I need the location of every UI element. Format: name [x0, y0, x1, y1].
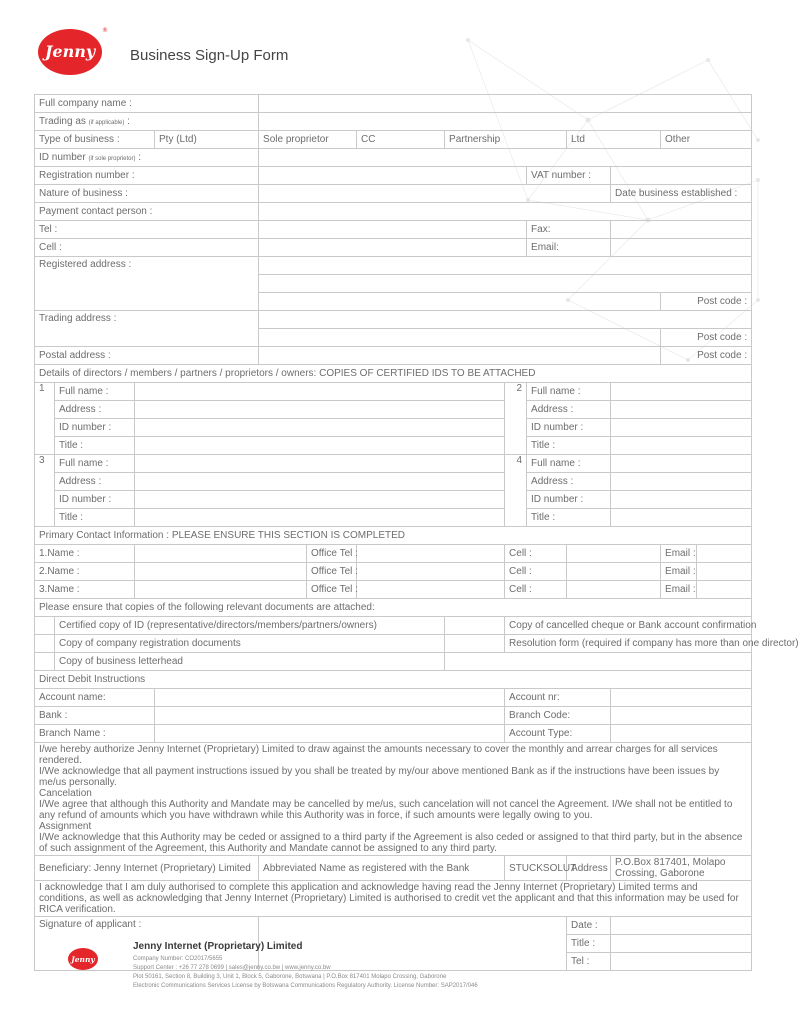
- footer-jenny-logo: [67, 947, 99, 971]
- cell-label: Cell :: [35, 239, 259, 257]
- cell-field[interactable]: [259, 239, 527, 257]
- beneficiary-address-label: Address: [567, 856, 611, 881]
- director-1-id-field[interactable]: [135, 419, 505, 437]
- contact-3-cell-label: Cell :: [505, 581, 567, 599]
- account-type-field[interactable]: [611, 725, 752, 743]
- bank-label: Bank :: [35, 707, 155, 725]
- doc-certified-id: Certified copy of ID (representative/directors/members/partners/owners): [55, 617, 445, 635]
- trading-as-field[interactable]: [259, 113, 752, 131]
- contact-3-office-tel-label: Office Tel :: [307, 581, 357, 599]
- doc-checkbox-5[interactable]: [35, 653, 55, 671]
- type-sole-proprietor-option[interactable]: Sole proprietor: [259, 131, 357, 149]
- type-cc-option[interactable]: CC: [357, 131, 445, 149]
- beneficiary-cell: Beneficiary: Jenny Internet (Proprietary) Limited: [35, 856, 259, 881]
- contact-1-name-label: 1.Name :: [35, 545, 135, 563]
- documents-heading: Please ensure that copies of the following relevant documents are attached:: [35, 599, 752, 617]
- director-3-title-label: Title :: [55, 509, 135, 527]
- trading-address-label: Trading address :: [35, 311, 259, 347]
- contact-2-name-label: 2.Name :: [35, 563, 135, 581]
- abbreviated-name-value: STUCKSOLUT: [505, 856, 567, 881]
- contact-2-office-tel-field[interactable]: [357, 563, 505, 581]
- trading-address-field-2[interactable]: [259, 329, 661, 347]
- director-3-full-name-field[interactable]: [135, 455, 505, 473]
- contact-1-email-label: Email :: [661, 545, 697, 563]
- registration-number-field[interactable]: [259, 167, 527, 185]
- contact-2-cell-field[interactable]: [567, 563, 661, 581]
- doc-checkbox-3[interactable]: [35, 635, 55, 653]
- director-2-address-label: Address :: [527, 401, 611, 419]
- director-2-address-field[interactable]: [611, 401, 752, 419]
- registered-address-field-1[interactable]: [259, 257, 752, 275]
- postal-address-label: Postal address :: [35, 347, 259, 365]
- director-2-full-name-label: Full name :: [527, 383, 611, 401]
- director-1-address-field[interactable]: [135, 401, 505, 419]
- contact-1-cell-label: Cell :: [505, 545, 567, 563]
- registration-number-label: Registration number :: [35, 167, 259, 185]
- trading-address-field-1[interactable]: [259, 311, 752, 329]
- director-number-1: 1: [35, 383, 55, 455]
- director-2-full-name-field[interactable]: [611, 383, 752, 401]
- doc-checkbox-1[interactable]: [35, 617, 55, 635]
- contact-2-email-label: Email :: [661, 563, 697, 581]
- director-1-title-label: Title :: [55, 437, 135, 455]
- director-4-id-field[interactable]: [611, 491, 752, 509]
- contact-3-email-field[interactable]: [697, 581, 752, 599]
- svg-text:®: ®: [102, 27, 108, 34]
- footer-company-number: Company Number: CO2017/5655: [133, 956, 223, 962]
- director-3-id-field[interactable]: [135, 491, 505, 509]
- id-number-label: ID number (if sole proprietor) :: [35, 149, 259, 167]
- director-4-title-label: Title :: [527, 509, 611, 527]
- signature-field[interactable]: [259, 917, 567, 971]
- nature-of-business-field[interactable]: [259, 185, 611, 203]
- terms-cancelation-heading: Cancelation: [39, 788, 92, 799]
- account-nr-field[interactable]: [611, 689, 752, 707]
- contact-3-name-label: 3.Name :: [35, 581, 135, 599]
- vat-number-label: VAT number :: [527, 167, 611, 185]
- contact-2-email-field[interactable]: [697, 563, 752, 581]
- branch-name-field[interactable]: [155, 725, 505, 743]
- primary-contact-heading: Primary Contact Information : PLEASE ENSURE THIS SECTION IS COMPLETED: [35, 527, 752, 545]
- contact-1-office-tel-label: Office Tel :: [307, 545, 357, 563]
- director-4-full-name-label: Full name :: [527, 455, 611, 473]
- tel-label: Tel :: [35, 221, 259, 239]
- contact-1-cell-field[interactable]: [567, 545, 661, 563]
- director-number-4: 4: [505, 455, 527, 527]
- contact-2-office-tel-label: Office Tel :: [307, 563, 357, 581]
- registered-address-label: Registered address :: [35, 257, 259, 311]
- contact-2-cell-label: Cell :: [505, 563, 567, 581]
- director-4-address-label: Address :: [527, 473, 611, 491]
- doc-resolution-form: Resolution form (required if company has more than one director): [505, 635, 752, 653]
- signature-title-field[interactable]: [611, 935, 752, 953]
- type-other-option[interactable]: Other: [661, 131, 752, 149]
- jenny-logo: [36, 24, 108, 76]
- account-name-label: Account name:: [35, 689, 155, 707]
- director-3-id-label: ID number :: [55, 491, 135, 509]
- contact-1-name-field[interactable]: [135, 545, 307, 563]
- terms-cancelation: I/We agree that although this Authority and Mandate may be cancelled by me/us, such cancelation will not cancel the Agreement. I/We shall not be entitled to any refund of amounts which you have withdrawn while this Authority was in force, if such amounts were legally owing to you.: [39, 799, 733, 821]
- email-label: Email:: [527, 239, 611, 257]
- footer-support: Support Center : +26 77 278 0699 | sales@jenny.co.bw | www.jenny.co.bw: [133, 965, 331, 971]
- account-nr-label: Account nr:: [505, 689, 611, 707]
- footer-company-name: Jenny Internet (Proprietary) Limited: [133, 941, 303, 952]
- fax-field[interactable]: [611, 221, 752, 239]
- terms-authorize: I/we hereby authorize Jenny Internet (Proprietary) Limited to draw against the amounts necessary to cover the monthly and arrear charges for all services rendered.: [39, 744, 718, 766]
- director-3-address-label: Address :: [55, 473, 135, 491]
- doc-company-registration: Copy of company registration documents: [55, 635, 445, 653]
- nature-of-business-label: Nature of business :: [35, 185, 259, 203]
- registered-address-field-3[interactable]: [259, 293, 661, 311]
- director-3-title-field[interactable]: [135, 509, 505, 527]
- payment-contact-field[interactable]: [259, 203, 752, 221]
- account-name-field[interactable]: [155, 689, 505, 707]
- contact-3-office-tel-field[interactable]: [357, 581, 505, 599]
- id-number-field[interactable]: [259, 149, 752, 167]
- acknowledgement-text: I acknowledge that I am duly authorised to complete this application and acknowledge having read the Jenny Internet (Proprietary) Limited terms and conditions, as well as acknowledging that Jenny Internet (Proprietary) Limited is authorised to credit vet the applicant and that this information may be used for RICA verification.: [35, 881, 752, 917]
- svg-text:Jenny: Jenny: [44, 42, 96, 61]
- director-4-title-field[interactable]: [611, 509, 752, 527]
- doc-business-letterhead: Copy of business letterhead: [55, 653, 445, 671]
- registered-post-code-label: Post code :: [661, 293, 752, 311]
- director-1-id-label: ID number :: [55, 419, 135, 437]
- page-title: Business Sign-Up Form: [130, 47, 289, 64]
- full-company-name-label: Full company name :: [35, 95, 259, 113]
- full-company-name-field[interactable]: [259, 95, 752, 113]
- contact-2-name-field[interactable]: [135, 563, 307, 581]
- footer-license: Electronic Communications Services License by Botswana Communications Regulatory Authority. License Number: SAP2017/046: [133, 983, 478, 989]
- doc-checkbox-4[interactable]: [445, 635, 505, 653]
- director-3-full-name-label: Full name :: [55, 455, 135, 473]
- trading-post-code-label: Post code :: [661, 329, 752, 347]
- business-sign-up-table: [34, 94, 799, 971]
- postal-post-code-label: Post code :: [661, 347, 752, 365]
- trading-as-label: Trading as (if applicable) :: [35, 113, 259, 131]
- contact-3-name-field[interactable]: [135, 581, 307, 599]
- terms-assignment-heading: Assignment: [39, 821, 92, 832]
- doc-checkbox-2[interactable]: [445, 617, 505, 635]
- account-type-label: Account Type:: [505, 725, 611, 743]
- email-field[interactable]: [611, 239, 752, 257]
- signature-date-label: Date :: [567, 917, 611, 935]
- signature-tel-label: Tel :: [567, 953, 611, 971]
- director-3-address-field[interactable]: [135, 473, 505, 491]
- tel-field[interactable]: [259, 221, 527, 239]
- fax-label: Fax:: [527, 221, 611, 239]
- signature-label: Signature of applicant :: [35, 917, 259, 971]
- director-1-full-name-label: Full name :: [55, 383, 135, 401]
- type-ltd-option[interactable]: Ltd: [567, 131, 661, 149]
- type-pty-ltd-option[interactable]: Pty (Ltd): [155, 131, 259, 149]
- branch-name-label: Branch Name :: [35, 725, 155, 743]
- footer-address: Plot 50161, Section 8, Building 3, Unit 1, Block 5, Gaborone, Botswana | P.O.Box 817401 Molapo Crossing, Gaborone: [133, 974, 447, 980]
- doc-cancelled-cheque: Copy of cancelled cheque or Bank account confirmation: [505, 617, 752, 635]
- branch-code-field[interactable]: [611, 707, 752, 725]
- signature-title-label: Title :: [567, 935, 611, 953]
- signature-date-field[interactable]: [611, 917, 752, 935]
- debit-terms: [35, 743, 752, 856]
- director-4-id-label: ID number :: [527, 491, 611, 509]
- director-1-address-label: Address :: [55, 401, 135, 419]
- director-2-id-label: ID number :: [527, 419, 611, 437]
- terms-acknowledge: I/We acknowledge that all payment instructions issued by you shall be treated by my/our above mentioned Bank as if the instructions have been issues by me/us personally.: [39, 766, 720, 788]
- postal-address-field[interactable]: [259, 347, 661, 365]
- director-2-title-label: Title :: [527, 437, 611, 455]
- director-2-id-field[interactable]: [611, 419, 752, 437]
- abbreviated-name-label: Abbreviated Name as registered with the Bank: [259, 856, 505, 881]
- date-established-label: Date business established :: [611, 185, 752, 203]
- type-partnership-option[interactable]: Partnership: [445, 131, 567, 149]
- director-number-2: 2: [505, 383, 527, 455]
- signature-tel-field[interactable]: [611, 953, 752, 971]
- director-number-3: 3: [35, 455, 55, 527]
- director-4-full-name-field[interactable]: [611, 455, 752, 473]
- type-of-business-label: Type of business :: [35, 131, 155, 149]
- vat-number-field[interactable]: [611, 167, 752, 185]
- directors-heading: Details of directors / members / partners / proprietors / owners: COPIES OF CERTIFIED IDS TO BE ATTACHED: [35, 365, 752, 383]
- contact-1-office-tel-field[interactable]: [357, 545, 505, 563]
- contact-1-email-field[interactable]: [697, 545, 752, 563]
- registered-address-field-2[interactable]: [259, 275, 752, 293]
- payment-contact-label: Payment contact person :: [35, 203, 259, 221]
- doc-empty-cell: [445, 653, 752, 671]
- branch-code-label: Branch Code:: [505, 707, 611, 725]
- debit-heading: Direct Debit Instructions: [35, 671, 752, 689]
- bank-field[interactable]: [155, 707, 505, 725]
- contact-3-cell-field[interactable]: [567, 581, 661, 599]
- svg-text:Jenny: Jenny: [71, 955, 95, 964]
- director-1-title-field[interactable]: [135, 437, 505, 455]
- director-4-address-field[interactable]: [611, 473, 752, 491]
- contact-3-email-label: Email :: [661, 581, 697, 599]
- terms-assignment: I/We acknowledge that this Authority may be ceded or assigned to a third party if the Agreement is also ceded or assigned to that third party, but in the absence of such assignment of the Agreement, this Authority and Mandate cannot be assigned to any third party.: [39, 832, 743, 854]
- director-1-full-name-field[interactable]: [135, 383, 505, 401]
- director-2-title-field[interactable]: [611, 437, 752, 455]
- beneficiary-address-value: P.O.Box 817401, Molapo Crossing, Gaborone: [611, 856, 752, 881]
